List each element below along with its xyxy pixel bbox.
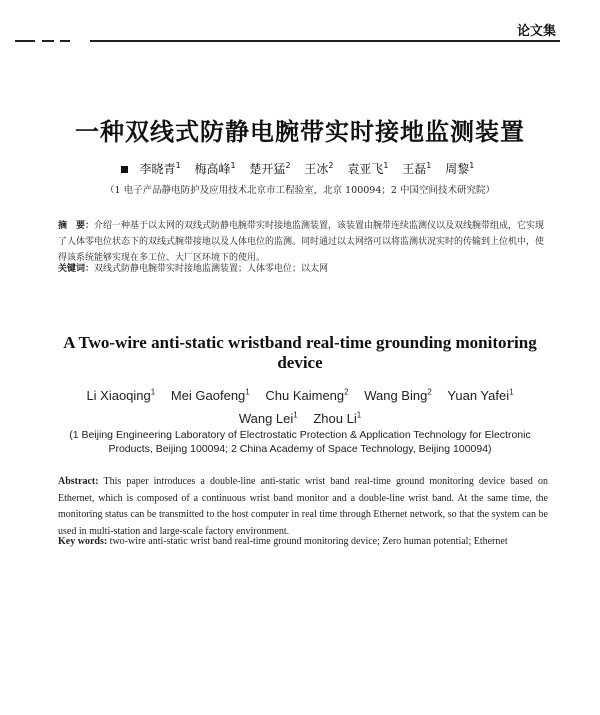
header-rule-main: [90, 40, 560, 42]
header-rule-dash-1: [15, 40, 35, 42]
abstract-text: This paper introduces a double-line anti-static wrist band real-time ground monitoring device based on Ethernet, which is composed of a continuous wrist band monitor and a double-line wrist band. At the same time, the monitoring status can be transmitted to the host computer in real time through Ethernet network, so that the system can be used in multi-station and large-scale factory environment.: [58, 476, 548, 537]
chinese-title: 一种双线式防静电腕带实时接地监测装置: [75, 117, 525, 146]
author: 楚开猛$^2$: [249, 161, 291, 176]
author: 袁亚飞$^1$: [347, 161, 389, 176]
keywords-label: 关键词：: [58, 264, 95, 274]
english-affiliation: (1 Beijing Engineering Laboratory of Electrostatic Protection & Application Technology for Electronic Products, Beijing 100094; 2 China Academy of Space Technology, Beijing 100094): [69, 429, 531, 455]
english-title: A Two-wire anti-static wristband real-time grounding monitoring device: [63, 333, 537, 372]
abstract-label: 摘 要：: [58, 221, 95, 231]
author: Mei Gaofeng$^1$: [170, 388, 250, 404]
author: Chu Kaimeng$^2$: [265, 388, 349, 404]
author: Wang Lei$^1$: [238, 410, 298, 426]
author: 王冰$^2$: [304, 161, 334, 176]
abstract-text: 介绍一种基于以太网的双线式防静电腕带实时接地监测装置，该装置由腕带连续监测仪以及双线腕带组成，它实现了人体零电位状态下的双线式腕带接地以及人体电位的监测。同时通过以太网络可以将监测状况实时的传输到上位机中，使得该系统能够实现在多工位、大厂区环境下的使用。: [58, 221, 545, 263]
author: Yuan Yafei$^1$: [447, 388, 514, 404]
keywords-text: 双线式防静电腕带实时接地监测装置；人体零电位；以太网: [94, 264, 329, 274]
keywords-text: two-wire anti-static wrist band real-time ground monitoring device; Zero human potential; Ethernet: [109, 536, 508, 547]
chinese-affiliation: （1 电子产品静电防护及应用技术北京市工程验室，北京 100094；2 中国空间技术研究院）: [105, 185, 495, 196]
chinese-abstract: [58, 218, 548, 266]
author: 周黎$^1$: [445, 161, 475, 176]
abstract-label: Abstract:: [58, 476, 99, 487]
author: 梅高峰$^1$: [194, 161, 236, 176]
author: 李晓青$^1$: [139, 161, 181, 176]
english-keywords: [58, 535, 548, 549]
english-author-list: [70, 383, 530, 428]
chinese-keywords: [58, 262, 548, 276]
header-rule-dash-2: [42, 40, 54, 42]
chinese-author-list: [0, 160, 600, 177]
header-rule-dash-3: [60, 40, 70, 42]
author: 王磊$^1$: [402, 161, 432, 176]
english-abstract: [58, 474, 548, 540]
author: Wang Bing$^2$: [364, 388, 432, 404]
section-label: 论文集: [516, 24, 556, 39]
author: Zhou Li$^1$: [313, 410, 362, 426]
keywords-label: Key words:: [58, 536, 108, 547]
bullet-marker: [121, 166, 128, 173]
author: Li Xiaoqing$^1$: [86, 388, 156, 404]
